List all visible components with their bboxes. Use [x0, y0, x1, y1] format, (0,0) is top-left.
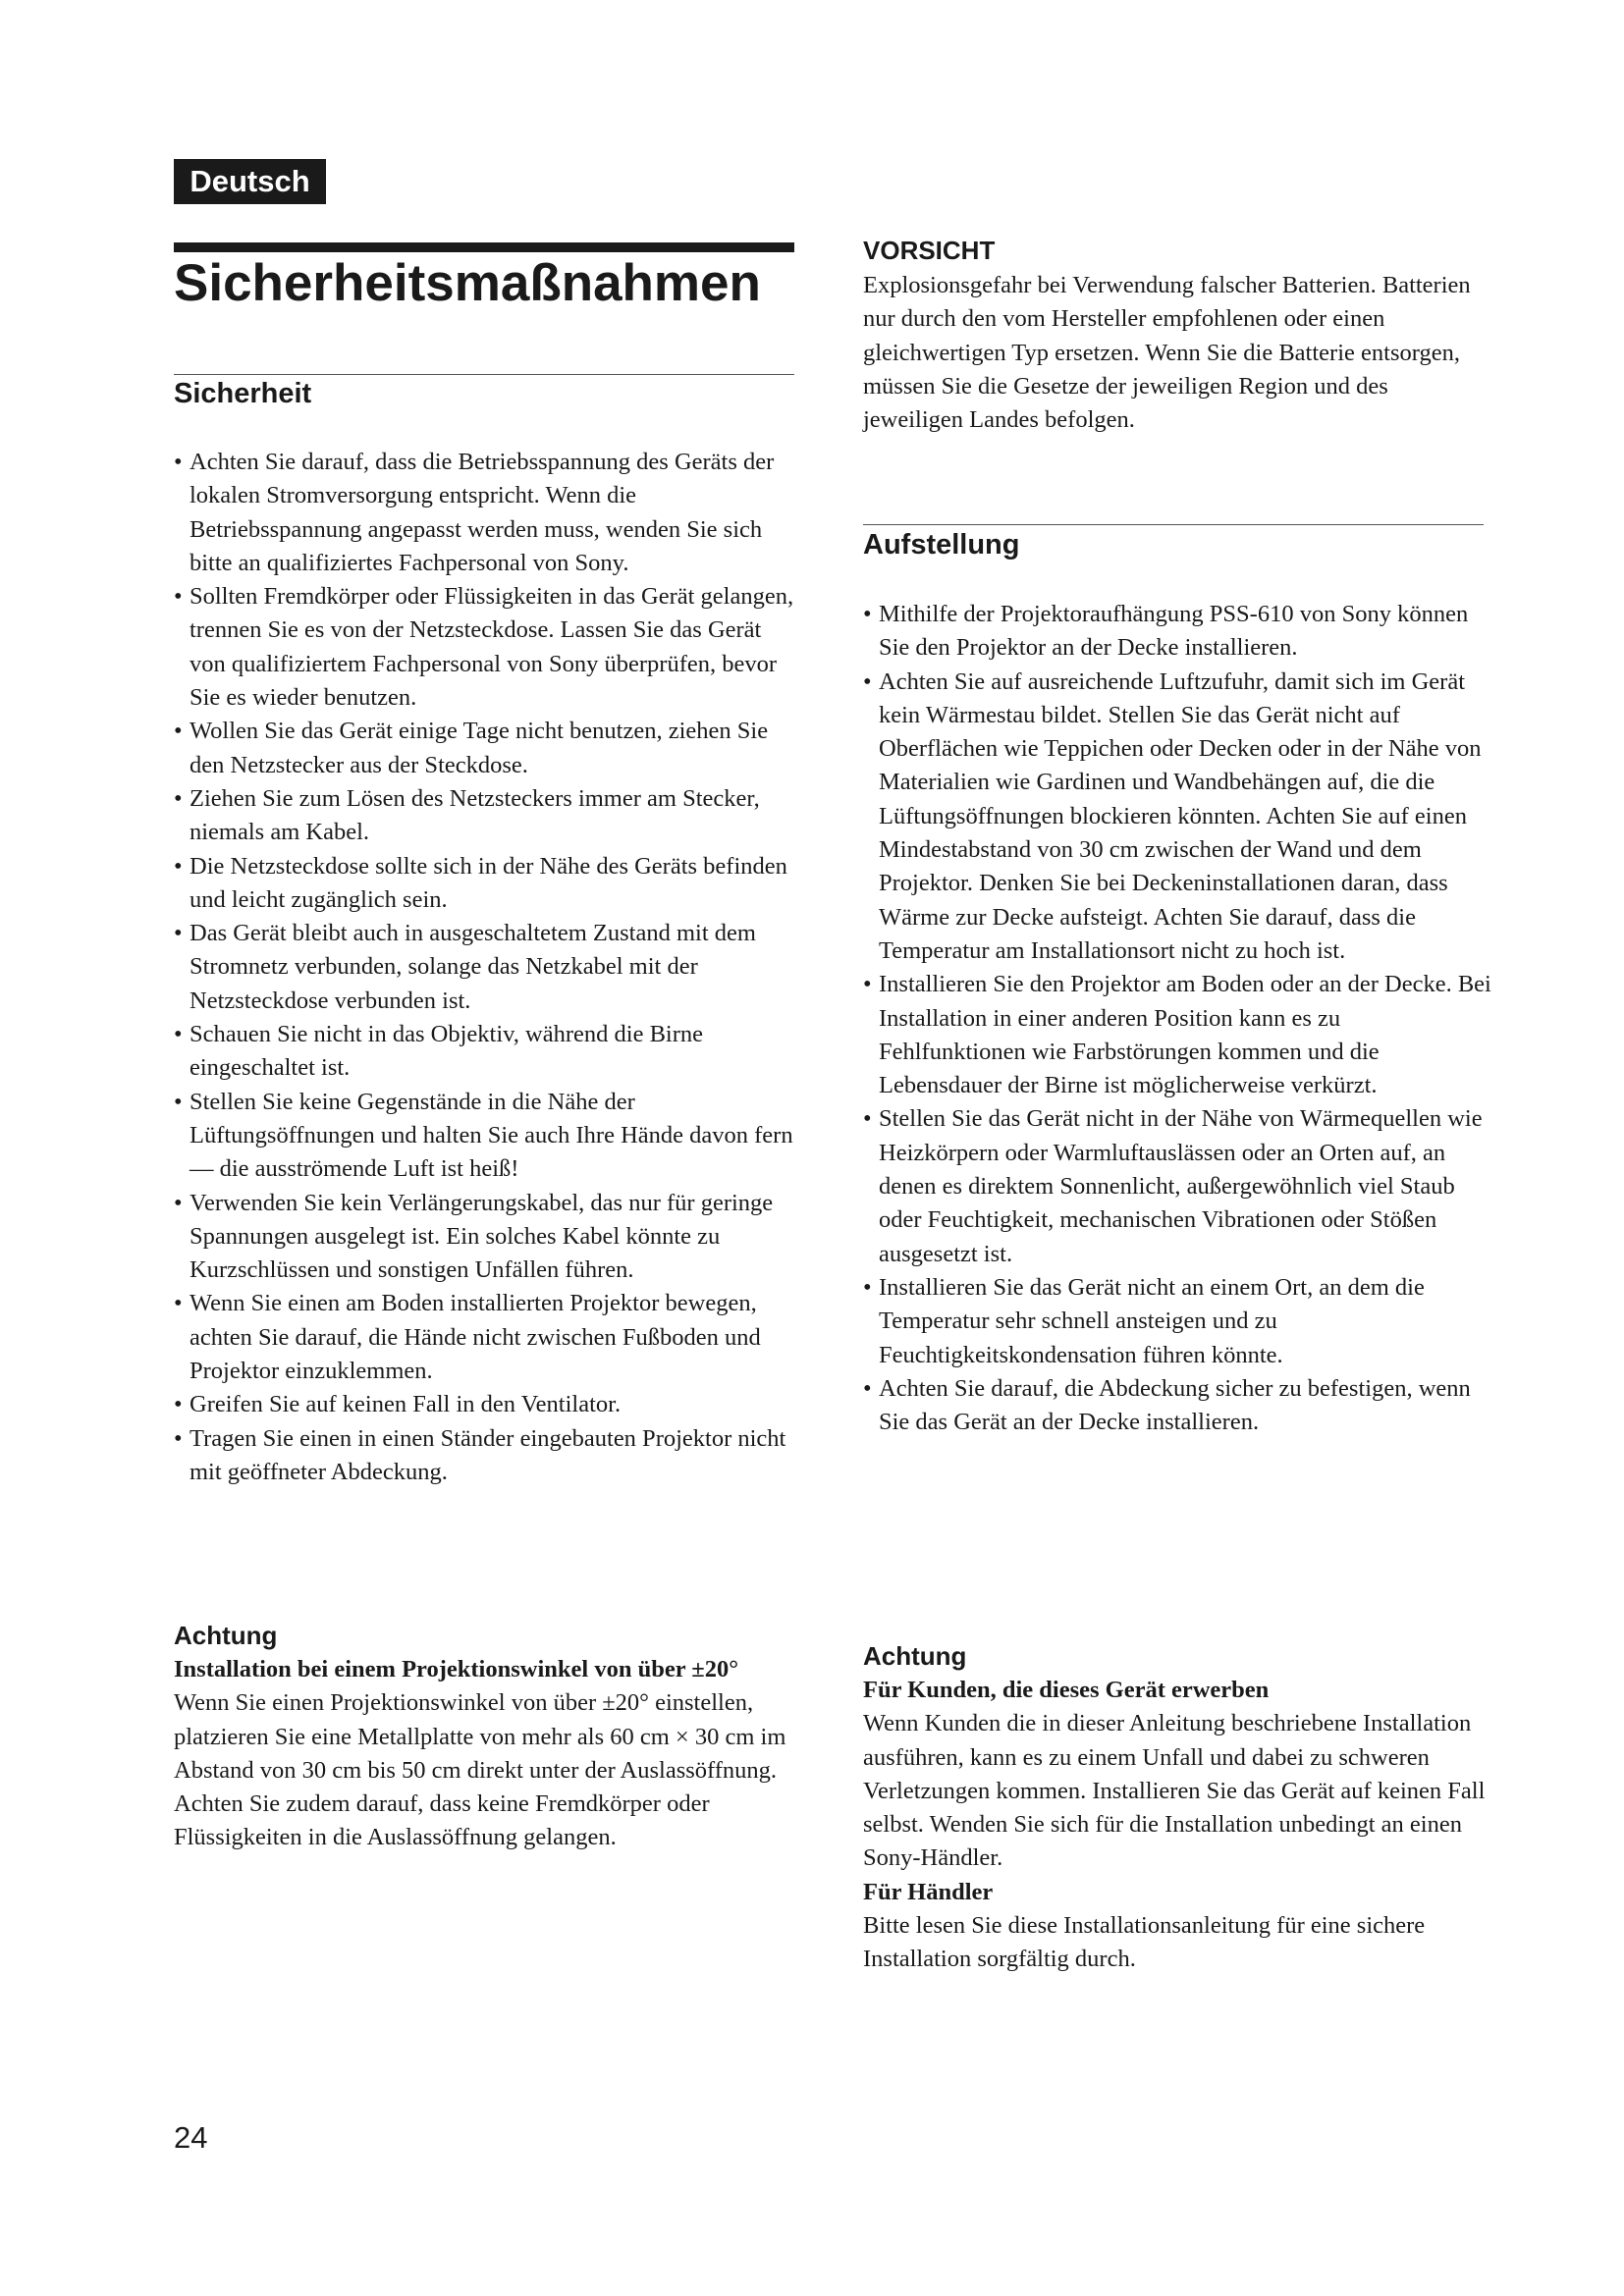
achtung-right-heading: Achtung: [863, 1641, 967, 1671]
haendler-text: Bitte lesen Sie diese Installationsanleitung für eine sichere Installation sorgfältig durch.: [863, 1912, 1426, 1973]
list-item: • Wollen Sie das Gerät einige Tage nicht benutzen, ziehen Sie den Netzstecker aus der Steckdose.: [174, 715, 794, 782]
aufstellung-rule: [863, 524, 1484, 525]
projection-angle-subheading: Installation bei einem Projektionswinkel von über ±20°: [174, 1656, 738, 1682]
vorsicht-text: Explosionsgefahr bei Verwendung falscher Batterien. Batterien nur durch den vom Hersteller empfohlenen oder einen gleichwertigen Typ ersetzen. Wenn Sie die Batterie entsorgen, müssen Sie die Gesetze der jeweiligen Region und des jeweiligen Landes befolgen.: [863, 272, 1471, 434]
aufstellung-list: [863, 598, 1491, 1439]
sicherheit-rule: [174, 374, 794, 375]
vorsicht-body: [863, 269, 1491, 437]
achtung-left-body: [174, 1653, 794, 1855]
list-item: • Achten Sie darauf, die Abdeckung sicher zu befestigen, wenn Sie das Gerät an der Decke installieren.: [863, 1372, 1491, 1440]
list-item: • Ziehen Sie zum Lösen des Netzsteckers immer am Stecker, niemals am Kabel.: [174, 782, 794, 850]
title-rule: [174, 242, 794, 252]
list-item: • Installieren Sie den Projektor am Boden oder an der Decke. Bei Installation in einer anderen Position kann es zu Fehlfunktionen wie Farbstörungen kommen und die Lebensdauer der Birne ist möglicherweise verkürzt.: [863, 968, 1491, 1102]
list-item: • Verwenden Sie kein Verlängerungskabel, das nur für geringe Spannungen ausgelegt ist. Ein solches Kabel könnte zu Kurzschlüssen und sonstigen Unfällen führen.: [174, 1187, 794, 1288]
sicherheit-heading: Sicherheit: [174, 378, 312, 409]
list-item: • Wenn Sie einen am Boden installierten Projektor bewegen, achten Sie darauf, die Hände nicht zwischen Fußboden und Projektor einzuklemmen.: [174, 1287, 794, 1388]
list-item: • Achten Sie darauf, dass die Betriebsspannung des Geräts der lokalen Stromversorgung entspricht. Wenn die Betriebsspannung angepasst werden muss, wenden Sie sich bitte an qualifiziertes Fachpersonal von Sony.: [174, 446, 794, 580]
sicherheit-list: [174, 446, 794, 1489]
list-item: • Achten Sie auf ausreichende Luftzufuhr, damit sich im Gerät kein Wärmestau bildet. Stellen Sie das Gerät nicht auf Oberflächen wie Teppichen oder Decken oder in der Nähe von Materialien wie Gardinen und Wandbehängen auf, die die Lüftungsöffnungen blockieren könnten. Achten Sie auf einen Mindestabstand von 30 cm zwischen der Wand und dem Projektor. Denken Sie bei Deckeninstallationen daran, dass Wärme zur Decke aufsteigt. Achten Sie darauf, dass die Temperatur am Installationsort nicht zu hoch ist.: [863, 666, 1491, 969]
kunden-subheading: Für Kunden, die dieses Gerät erwerben: [863, 1677, 1270, 1703]
achtung-right-body: [863, 1674, 1491, 1977]
page-title: Sicherheitsmaßnahmen: [174, 254, 761, 312]
language-tab: Deutsch: [174, 159, 326, 204]
projection-angle-text: Wenn Sie einen Projektionswinkel von über ±20° einstellen, platzieren Sie eine Metallplatte von mehr als 60 cm × 30 cm im Abstand von 30 cm bis 50 cm direkt unter der Auslassöffnung. Achten Sie zudem darauf, dass keine Fremdkörper oder Flüssigkeiten in die Auslassöffnung gelangen.: [174, 1689, 786, 1851]
list-item: • Die Netzsteckdose sollte sich in der Nähe des Geräts befinden und leicht zugänglich sein.: [174, 850, 794, 918]
list-item: • Sollten Fremdkörper oder Flüssigkeiten in das Gerät gelangen, trennen Sie es von der Netzsteckdose. Lassen Sie das Gerät von qualifiziertem Fachpersonal von Sony überprüfen, bevor Sie es wieder benutzen.: [174, 580, 794, 715]
sicherheit-list-container: [174, 446, 794, 1489]
haendler-subheading: Für Händler: [863, 1878, 994, 1905]
vorsicht-heading: VORSICHT: [863, 236, 996, 265]
kunden-text: Wenn Kunden die in dieser Anleitung beschriebene Installation ausführen, kann es zu einem Unfall und dabei zu schweren Verletzungen kommen. Installieren Sie das Gerät auf keinen Fall selbst. Wenden Sie sich für die Installation unbedingt an einen Sony-Händler.: [863, 1710, 1486, 1872]
list-item: • Greifen Sie auf keinen Fall in den Ventilator.: [174, 1388, 794, 1421]
aufstellung-heading: Aufstellung: [863, 529, 1020, 561]
list-item: • Das Gerät bleibt auch in ausgeschaltetem Zustand mit dem Stromnetz verbunden, solange das Netzkabel mit der Netzsteckdose verbunden ist.: [174, 917, 794, 1018]
list-item: • Schauen Sie nicht in das Objektiv, während die Birne eingeschaltet ist.: [174, 1018, 794, 1086]
list-item: • Stellen Sie das Gerät nicht in der Nähe von Wärmequellen wie Heizkörpern oder Warmluftauslässen oder an Orten auf, an denen es direktem Sonnenlicht, außergewöhnlich viel Staub oder Feuchtigkeit, mechanischen Vibrationen oder Stößen ausgesetzt ist.: [863, 1102, 1491, 1270]
aufstellung-list-container: [863, 598, 1491, 1439]
list-item: • Stellen Sie keine Gegenstände in die Nähe der Lüftungsöffnungen und halten Sie auch Ihre Hände davon fern — die ausströmende Luft ist heiß!: [174, 1086, 794, 1187]
list-item: • Tragen Sie einen in einen Ständer eingebauten Projektor nicht mit geöffneter Abdeckung.: [174, 1422, 794, 1490]
list-item: • Installieren Sie das Gerät nicht an einem Ort, an dem die Temperatur sehr schnell ansteigen und zu Feuchtigkeitskondensation führen könnte.: [863, 1271, 1491, 1372]
list-item: • Mithilfe der Projektoraufhängung PSS-610 von Sony können Sie den Projektor an der Decke installieren.: [863, 598, 1491, 666]
page-number: 24: [174, 2120, 208, 2155]
achtung-left-heading: Achtung: [174, 1621, 278, 1650]
